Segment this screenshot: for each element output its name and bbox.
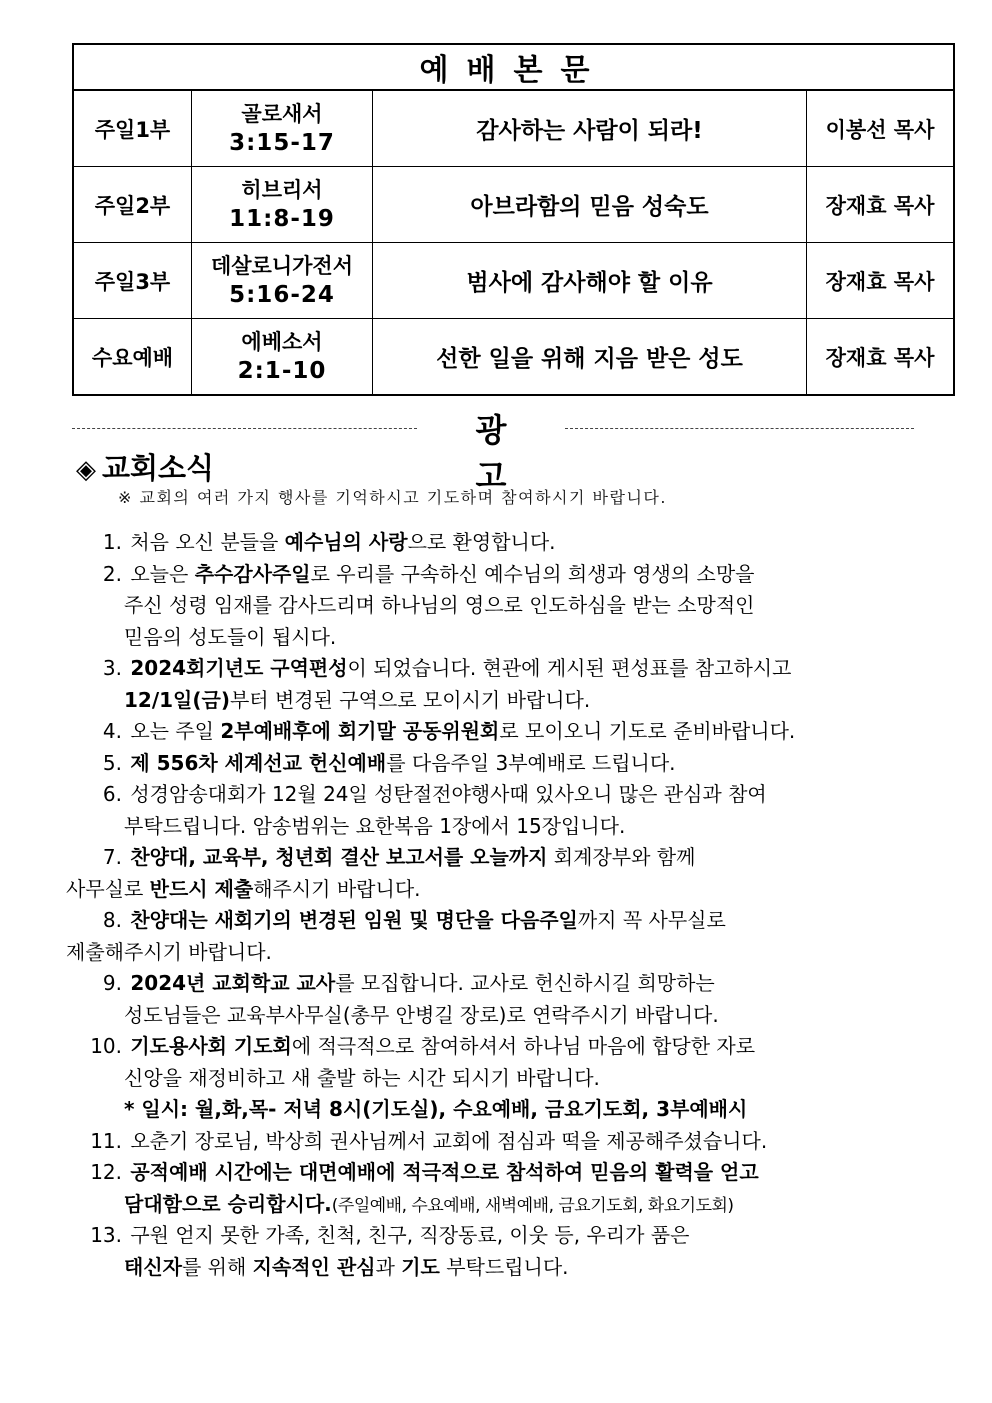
item-number: 12. [90, 1160, 122, 1184]
item-number: 7. [102, 845, 122, 869]
item-number: 4. [102, 719, 122, 743]
item-text-bold: 찬양대는 새회기의 변경된 임원 및 명단을 다음주일 [130, 908, 578, 932]
scripture-book: 데살로니가전서 [210, 253, 353, 278]
item-text: 부탁드립니다. [439, 1254, 569, 1279]
scripture-book: 에베소서 [241, 329, 323, 354]
announcement-list [66, 527, 946, 1283]
list-item [66, 748, 946, 780]
item-number: 5. [102, 750, 122, 775]
item-text: 사무실로 [66, 876, 150, 901]
item-number: 11. [90, 1128, 122, 1153]
item-text: 처음 오신 분들을 [130, 530, 285, 554]
item-text: (주일예배, 수요예배, 새벽예배, 금요기도회, 화요기도회) [331, 1195, 734, 1216]
list-item [66, 779, 946, 811]
service-name: 주일2부 [73, 167, 192, 243]
item-text-bold: 2024년 교회학교 교사 [130, 971, 336, 995]
item-text: 성경암송대회가 12월 24일 성탄절전야행사때 있사오니 많은 관심과 참여 [130, 782, 767, 806]
list-item [66, 559, 946, 591]
item-text-bold: 공적예배 시간에는 대면예배에 적극적으로 참석하여 믿음의 활력을 얻고 [130, 1160, 759, 1184]
item-text-bold: 제 556차 세계선교 헌신예배 [130, 750, 387, 775]
item-text-bold: * 일시: 월,화,목- 저녁 8시(기도실), 수요예배, 금요기도회, 3부예배시 [124, 1097, 748, 1121]
scripture-ref: 11:8-19 [229, 205, 335, 232]
list-item-cont [66, 622, 946, 654]
item-number: 2. [102, 561, 122, 586]
list-item-cont [66, 1252, 946, 1284]
scripture [192, 167, 373, 243]
item-text-bold: 태신자 [124, 1254, 182, 1279]
item-number: 13. [90, 1223, 122, 1247]
item-text: 부터 변경된 구역으로 모이시기 바랍니다. [229, 687, 591, 712]
worship-table [72, 43, 955, 396]
item-text-bold: 추수감사주일 [194, 561, 311, 586]
scripture-book: 골로새서 [241, 101, 323, 126]
scripture [192, 319, 373, 396]
list-item [66, 527, 946, 559]
dashed-line-right [565, 428, 914, 429]
item-text-bold: 2부예배후에 회기말 공동위원회 [220, 719, 500, 743]
item-text-bold: 12/1일(금) [124, 687, 230, 712]
item-text: 부탁드립니다. 암송범위는 요한복음 1장에서 15장입니다. [124, 813, 626, 838]
list-item-cont [66, 590, 946, 622]
sermon-title: 아브라함의 믿음 성숙도 [373, 167, 807, 243]
worship-header: 예배본문 [73, 44, 954, 90]
scripture-ref: 3:15-17 [229, 129, 335, 156]
item-text: 오늘은 [130, 561, 195, 586]
list-item-cont [66, 1189, 946, 1221]
item-text: 를 위해 [181, 1254, 253, 1279]
table-row [73, 243, 954, 319]
list-item [66, 905, 946, 937]
list-item-cont [66, 874, 946, 906]
item-text: 오는 주일 [130, 719, 221, 743]
item-text: 과 [375, 1254, 402, 1279]
sermon-title: 감사하는 사람이 되라! [373, 90, 807, 167]
item-text: 으로 환영합니다. [407, 530, 556, 554]
item-number: 10. [90, 1034, 122, 1058]
scripture-ref: 2:1-10 [237, 357, 327, 384]
scripture [192, 243, 373, 319]
item-text: 해주시기 바랍니다. [253, 876, 421, 901]
item-text-bold: 담대함으로 승리합시다. [124, 1191, 332, 1216]
item-text: 회계장부와 함께 [547, 845, 696, 869]
sermon-title: 범사에 감사해야 할 이유 [373, 243, 807, 319]
list-item-cont [66, 937, 946, 969]
item-number: 8. [102, 908, 122, 932]
item-text: 까지 꼭 사무실로 [577, 908, 726, 932]
dashed-line-left [72, 428, 417, 429]
notice-text: ※ 교회의 여러 가지 행사를 기억하시고 기도하며 참여하시기 바랍니다. [118, 488, 667, 507]
list-item [66, 1220, 946, 1252]
item-number: 9. [102, 971, 122, 995]
item-text: 믿음의 성도들이 됩시다. [124, 624, 337, 649]
preacher: 장재효 목사 [807, 167, 955, 243]
service-name: 주일1부 [73, 90, 192, 167]
list-item-cont [66, 685, 946, 717]
table-row [73, 319, 954, 396]
item-text-bold: 반드시 제출 [149, 876, 254, 901]
preacher: 이봉선 목사 [807, 90, 955, 167]
ads-title: 광고 [475, 411, 541, 495]
list-item-cont [66, 1094, 946, 1126]
scripture [192, 90, 373, 167]
item-number: 6. [102, 782, 122, 806]
item-text: 에 적극적으로 참여하셔서 하나님 마음에 합당한 자로 [291, 1034, 756, 1058]
diamond-icon: ◈ [76, 455, 96, 485]
table-row [73, 90, 954, 167]
preacher: 장재효 목사 [807, 243, 955, 319]
scripture-ref: 5:16-24 [229, 281, 335, 308]
list-item [66, 1126, 946, 1158]
item-text: 제출해주시기 바랍니다. [66, 939, 272, 964]
item-text-bold: 찬양대, 교육부, 청년회 결산 보고서를 오늘까지 [130, 845, 548, 869]
list-item [66, 842, 946, 874]
list-item [66, 653, 946, 685]
list-item [66, 1031, 946, 1063]
item-text-bold: 2024회기년도 구역편성 [130, 656, 348, 680]
item-text-bold: 지속적인 관심 [252, 1254, 376, 1279]
sermon-title: 선한 일을 위해 지음 받은 성도 [373, 319, 807, 396]
item-text: 로 모이오니 기도로 준비바랍니다. [499, 719, 796, 743]
item-text: 이 되었습니다. 현관에 게시된 편성표를 참고하시고 [347, 656, 792, 680]
item-text-bold: 기도 [401, 1254, 440, 1279]
item-text: 를 다음주일 3부예배로 드립니다. [386, 750, 676, 775]
table-row [73, 167, 954, 243]
list-item-cont [66, 811, 946, 843]
item-text: 로 우리를 구속하신 예수님의 희생과 영생의 소망을 [310, 561, 755, 586]
item-text: 오춘기 장로님, 박상희 권사님께서 교회에 점심과 떡을 제공해주셨습니다. [130, 1128, 768, 1153]
item-text: 신앙을 재정비하고 새 출발 하는 시간 되시기 바랍니다. [124, 1065, 600, 1090]
service-name: 수요예배 [73, 319, 192, 396]
item-number: 3. [102, 656, 122, 680]
list-item-cont [66, 1063, 946, 1095]
service-name: 주일3부 [73, 243, 192, 319]
list-item [66, 968, 946, 1000]
section-heading [76, 446, 214, 487]
scripture-book: 히브리서 [241, 177, 323, 202]
list-item-cont [66, 1000, 946, 1032]
preacher: 장재효 목사 [807, 319, 955, 396]
item-text: 구원 얻지 못한 가족, 친척, 친구, 직장동료, 이웃 등, 우리가 품은 [130, 1223, 690, 1247]
item-text: 를 모집합니다. 교사로 헌신하시길 희망하는 [335, 971, 715, 995]
item-text: 성도님들은 교육부사무실(총무 안병길 장로)로 연락주시기 바랍니다. [124, 1002, 719, 1027]
item-text-bold: 예수님의 사랑 [284, 530, 408, 554]
list-item [66, 1157, 946, 1189]
item-text-bold: 기도용사회 기도회 [130, 1034, 292, 1058]
item-number: 1. [102, 530, 122, 554]
item-text: 주신 성령 임재를 감사드리며 하나님의 영으로 인도하심을 받는 소망적인 [124, 593, 755, 617]
section-title: 교회소식 [102, 451, 215, 485]
list-item [66, 716, 946, 748]
